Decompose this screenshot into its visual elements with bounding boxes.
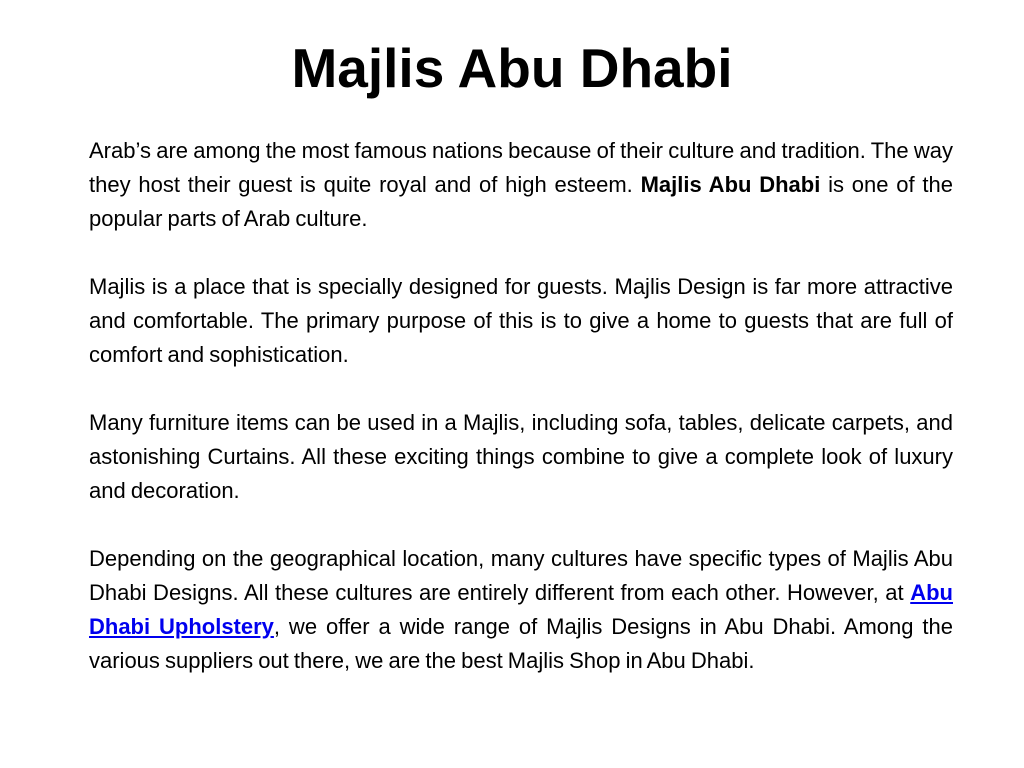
paragraph-cultures — [89, 542, 953, 678]
abu-dhabi-upholstery-link[interactable]: Abu Dhabi Upholstery — [89, 580, 953, 639]
paragraph-furniture: Many furniture items can be used in a Majlis, including sofa, tables, delicate carpets, and astonishing Curtains. All these exciting things combine to give a complete look of luxury and decoration. — [89, 410, 953, 503]
majlis-abu-dhabi-bold: Majlis Abu Dhabi — [640, 172, 821, 197]
paragraph-intro-text-start: Arab’s are among the most famous nations because of their culture and tradition. The way they host their guest is quite royal and of high esteem. — [89, 138, 953, 197]
paragraph-majlis-place: Majlis is a place that is specially designed for guests. Majlis Design is far more attractive and comfortable. The primary purpose of this is to give a home to guests that are full of comfort and sophistication. — [89, 274, 953, 367]
paragraph-intro-text-end: is one of the popular parts of Arab culture. — [89, 172, 953, 231]
paragraph-intro — [89, 134, 953, 236]
paragraph-cultures-text-end: , we offer a wide range of Majlis Designs in Abu Dhabi. Among the various suppliers out there, we are the best Majlis Shop in Abu Dhabi. — [89, 614, 953, 673]
paragraph-cultures-text-start: Depending on the geographical location, many cultures have specific types of Majlis Abu Dhabi Designs. All these cultures are entirely different from each other. However, at — [89, 546, 953, 605]
slide-title: Majlis Abu Dhabi — [291, 37, 733, 99]
slide-body — [89, 134, 953, 712]
